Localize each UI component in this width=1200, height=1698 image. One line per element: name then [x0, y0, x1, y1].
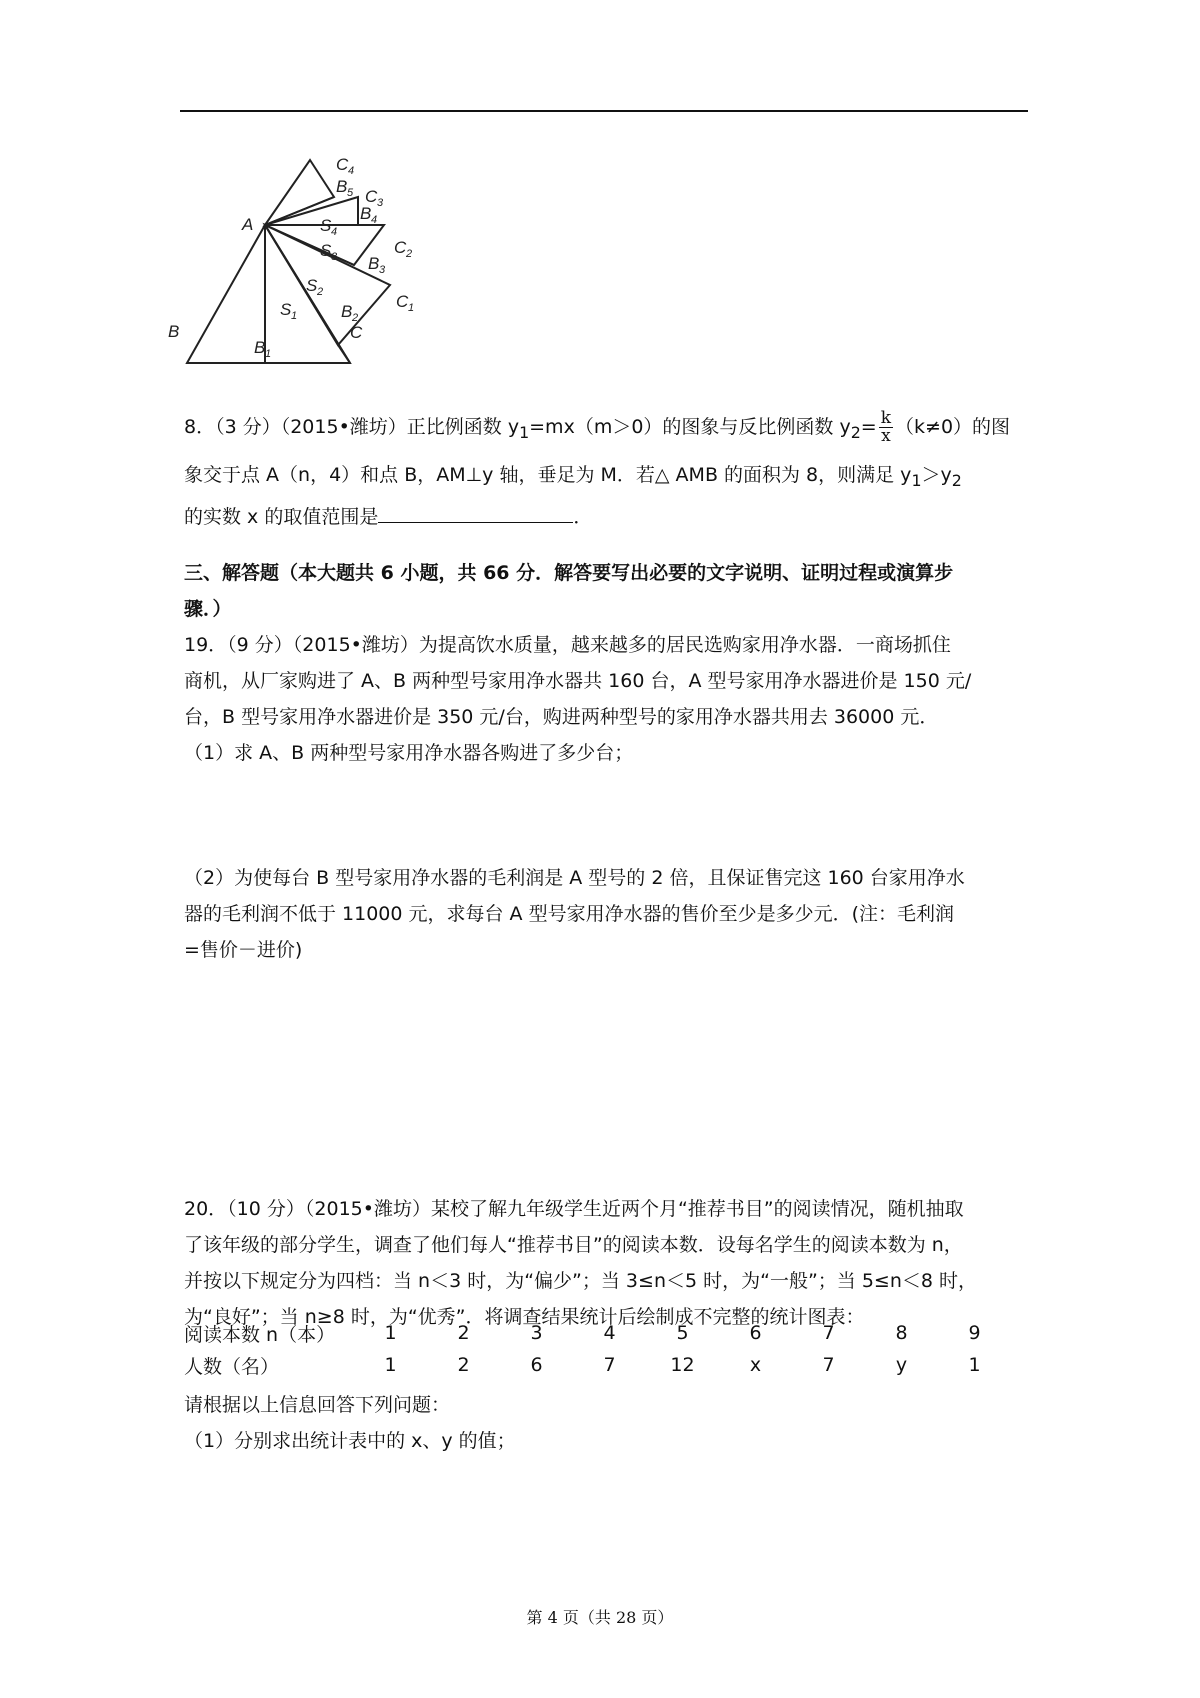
label-S3: S [320, 241, 332, 260]
fraction-denominator: x [881, 426, 891, 446]
q19-part-1: （1）求 A、B 两种型号家用净水器各购进了多少台； [184, 742, 634, 764]
label-B5: B [336, 177, 348, 196]
q19-line-2: 商机，从厂家购进了 A、B 两种型号家用净水器共 160 台，A 型号家用净水器进价是 150 元/ [184, 670, 972, 692]
q19-part2-line-1: （2）为使每台 B 型号家用净水器的毛利润是 A 型号的 2 倍，且保证售完这 160 台家用净水 [184, 867, 965, 889]
label-C4: C [336, 155, 349, 174]
q18-mid: =mx（m＞0）的图象与反比例函数 y [529, 416, 851, 438]
table-cell: 2 [457, 1354, 470, 1376]
question-19-part-2 [184, 860, 1024, 968]
q20-line-3: 并按以下规定分为四档：当 n＜3 时，为“偏少”；当 3≤n＜5 时，为“一般”；当 5≤n＜8 时， [184, 1270, 978, 1292]
label-B: B [168, 322, 180, 341]
label-B4: B [360, 204, 372, 223]
reading-stats-table [184, 1317, 1011, 1381]
table-cell: 6 [749, 1322, 762, 1344]
label-B1-sub: 1 [265, 348, 272, 360]
q18-line2-text: 象交于点 A（n，4）和点 B，AM⊥y 轴，垂足为 M．若△ AMB 的面积为 8，则满足 y [184, 463, 912, 486]
q18-line3-text: 的实数 x 的取值范围是 [184, 505, 379, 528]
q19-part2-line-2: 器的毛利润不低于 11000 元，求每台 A 型号家用净水器的售价至少是多少元．(注：毛利润 [184, 903, 955, 925]
q20-prompt: 请根据以上信息回答下列问题： [184, 1394, 451, 1416]
label-S4-sub: 4 [331, 226, 338, 238]
label-B2-sub: 2 [352, 312, 359, 324]
q18-sub2: 2 [850, 422, 861, 442]
label-B4-sub: 4 [371, 214, 378, 226]
table-cell: 6 [530, 1354, 543, 1376]
label-C2-sub: 2 [406, 248, 413, 260]
table-cell: y [895, 1354, 908, 1376]
label-C1-sub: 1 [408, 302, 415, 314]
label-S3-sub: 3 [331, 251, 338, 263]
table-cell: 1 [384, 1354, 397, 1376]
section-3-line-2: 骤．） [184, 598, 232, 620]
q18-eq: = [860, 416, 877, 438]
table-cell: 8 [895, 1322, 908, 1344]
label-S4: S [320, 216, 332, 235]
question-20-after [184, 1387, 1024, 1459]
q20-line-2: 了该年级的部分学生，调查了他们每人“推荐书目”的阅读本数．设每名学生的阅读本数为 n， [184, 1234, 963, 1256]
q18-line2-sub2: 2 [951, 470, 962, 490]
label-S1: S [280, 300, 292, 319]
q19-part2-line-3: =售价－进价) [184, 939, 303, 961]
label-S1-sub: 1 [291, 310, 298, 322]
table-cell: 1 [968, 1354, 981, 1376]
q18-line2-sub1: 1 [911, 470, 922, 490]
header-rule [180, 110, 1028, 112]
table-cell: 7 [603, 1354, 616, 1376]
q18-line3-end: ． [573, 505, 593, 528]
table-row [184, 1349, 1011, 1381]
q20-line-1: 20．（10 分）（2015•潍坊）某校了解九年级学生近两个月“推荐书目”的阅读情况，随机抽取 [184, 1198, 964, 1220]
table-cell: 1 [384, 1322, 397, 1344]
section-3-line-1: 三、解答题（本大题共 6 小题，共 66 分．解答要写出必要的文字说明、证明过程或演算步 [184, 562, 954, 584]
row-label-books: 阅读本数 n（本） [184, 1323, 336, 1346]
question-18 [184, 409, 1024, 535]
label-C2: C [394, 238, 407, 257]
q18-line-2 [184, 457, 1024, 499]
table-cell: 3 [530, 1322, 543, 1344]
q19-line-1: 19．（9 分）（2015•潍坊）为提高饮水质量，越来越多的居民选购家用净水器．一商场抓住 [184, 634, 951, 656]
q18-prefix: 8．（3 分）（2015•潍坊）正比例函数 y [184, 416, 520, 438]
q20-line-4: 为“良好”；当 n≥8 时，为“优秀”．将调查结果统计后绘制成不完整的统计图表： [184, 1306, 865, 1328]
label-A: A [242, 215, 254, 234]
answer-blank[interactable] [378, 502, 573, 523]
q18-line-1 [184, 409, 1024, 451]
label-C3: C [365, 187, 378, 206]
question-20 [184, 1191, 1024, 1335]
q18-line2-gt: ＞y [921, 463, 952, 486]
q18-line-3 [184, 499, 1024, 535]
table-cell: 12 [670, 1354, 695, 1376]
label-C4-sub: 4 [348, 165, 355, 177]
table-cell: x [749, 1354, 762, 1376]
label-C3-sub: 3 [377, 197, 384, 209]
question-19 [184, 627, 1024, 771]
label-B5-sub: 5 [347, 187, 354, 199]
label-B1: B [254, 338, 266, 357]
label-B3-sub: 3 [379, 264, 386, 276]
fraction-numerator: k [880, 408, 892, 428]
fraction-k-over-x [879, 410, 893, 445]
section-3-heading [184, 555, 1024, 627]
table-cell: 2 [457, 1322, 470, 1344]
row-label-people: 人数（名） [184, 1355, 280, 1378]
q18-sub1: 1 [519, 422, 530, 442]
table-cell: 9 [968, 1322, 981, 1344]
label-B2: B [341, 302, 353, 321]
label-S2: S [306, 276, 318, 295]
label-C: C [350, 323, 363, 342]
table-cell: 7 [822, 1354, 835, 1376]
table-cell: 5 [676, 1322, 689, 1344]
table-cell: 7 [822, 1322, 835, 1344]
triangle-figure [170, 145, 440, 395]
q20-part-1: （1）分别求出统计表中的 x、y 的值； [184, 1430, 516, 1452]
label-B3: B [368, 254, 380, 273]
q19-line-3: 台，B 型号家用净水器进价是 350 元/台，购进两种型号的家用净水器共用去 36000 元． [184, 706, 939, 728]
table-cell: 4 [603, 1322, 616, 1344]
label-S2-sub: 2 [317, 286, 324, 298]
label-C1: C [396, 292, 409, 311]
q18-suffix: （k≠0）的图 [895, 416, 1011, 438]
page-footer: 第 4 页（共 28 页） [526, 1608, 674, 1627]
table-row [184, 1317, 1011, 1349]
